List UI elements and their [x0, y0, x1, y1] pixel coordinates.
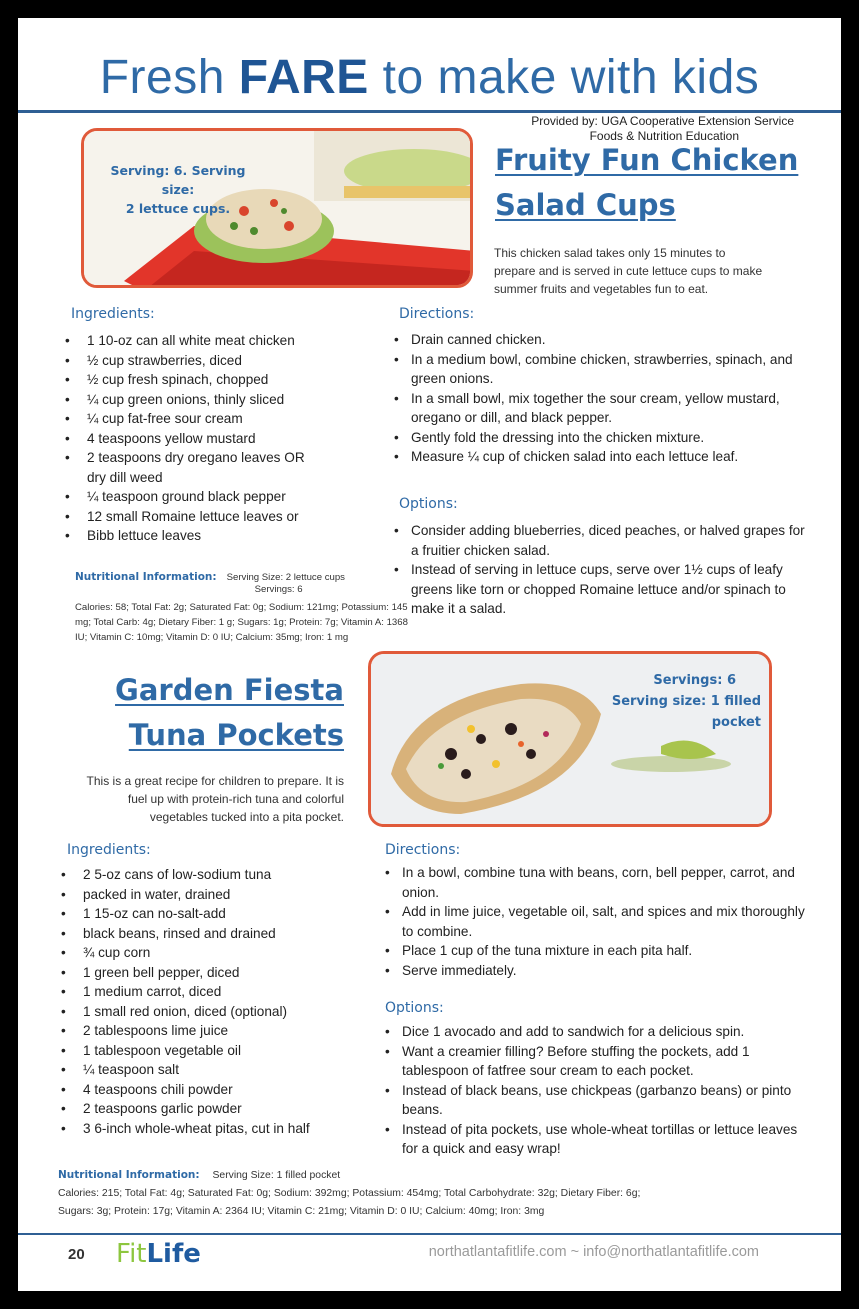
list-item: • 2 5-oz cans of low-sodium tuna	[61, 865, 361, 885]
recipe1-options-heading: Options:	[399, 496, 458, 512]
list-item: • In a medium bowl, combine chicken, strawberries, spinach, and green onions.	[394, 350, 814, 389]
intro-line: vegetables tucked into a pita pocket.	[149, 810, 344, 824]
credit-line-1: Provided by: UGA Cooperative Extension Service	[531, 114, 794, 128]
chicken-salad-photo	[81, 128, 473, 288]
recipe2-title-line-2: Tuna Pockets	[128, 718, 344, 752]
list-item: • ¼ teaspoon ground black pepper	[65, 487, 325, 507]
list-item: • 2 tablespoons lime juice	[61, 1021, 361, 1041]
nutrition-facts-line-1: Calories: 215; Total Fat: 4g; Saturated Fat: 0g; Sodium: 392mg; Potassium: 454mg; Total Carbohydrate: 32g; Dietary Fiber: 6g;	[58, 1188, 641, 1199]
list-item: • Drain canned chicken.	[394, 330, 814, 350]
list-item: • 12 small Romaine lettuce leaves or	[65, 507, 325, 527]
caption-line: 2 lettuce cups.	[125, 201, 231, 216]
recipe1-directions-heading: Directions:	[399, 306, 475, 322]
recipe2-ingredients-list	[61, 865, 361, 1138]
list-item: • ½ cup strawberries, diced	[65, 351, 325, 371]
caption-line: Servings: 6	[653, 673, 736, 688]
logo-fit: Fit	[116, 1239, 147, 1269]
recipe2-ingredients-heading: Ingredients:	[67, 842, 151, 858]
logo-life: Life	[146, 1239, 201, 1269]
recipe1-intro	[494, 244, 814, 298]
recipe2-title-line-1: Garden Fiesta	[115, 673, 344, 707]
list-item: • ½ cup fresh spinach, chopped	[65, 370, 325, 390]
recipe1-nutrition	[75, 570, 415, 645]
list-item: • ¾ cup corn	[61, 943, 361, 963]
nutrition-serving-size: Serving Size: 1 filled pocket	[212, 1170, 341, 1181]
list-item: • 1 small red onion, diced (optional)	[61, 1002, 361, 1022]
list-item: • Gently fold the dressing into the chicken mixture.	[394, 428, 814, 448]
recipe1-title-line-2: Salad Cups	[495, 188, 676, 222]
list-item: • black beans, rinsed and drained	[61, 924, 361, 944]
nutrition-label: Nutritional Information:	[58, 1169, 200, 1181]
recipe2-title	[78, 668, 344, 758]
chicken-photo-caption	[98, 161, 258, 218]
footer-contact: northatlantafitlife.com ~ info@northatlantafitlife.com	[428, 1244, 759, 1260]
nutrition-facts: Calories: 58; Total Fat: 2g; Saturated Fat: 0g; Sodium: 121mg; Potassium: 145 mg; Total Carb: 4g; Dietary Fiber: 1 g; Sugars: 1g; Protein: 7g; Vitamin A: 1368 IU; Vitamin C: 10mg; Vitamin D: 0 IU; Calcium: 35mg; Iron: 1 mg	[75, 602, 408, 643]
recipe2-options-heading: Options:	[385, 1000, 444, 1016]
list-item: • Instead of pita pockets, use whole-wheat tortillas or lettuce leaves for a quick and easy wrap!	[385, 1120, 805, 1159]
recipe2-directions-list	[385, 863, 805, 980]
title-word-fresh: Fresh	[99, 51, 225, 104]
list-item: • 1 green bell pepper, diced	[61, 963, 361, 983]
list-item: • Dice 1 avocado and add to sandwich for a delicious spin.	[385, 1022, 805, 1042]
list-item: • Instead of serving in lettuce cups, serve over 1½ cups of leafy greens like torn or chopped Romaine lettuce and/or spinach to make it a salad.	[394, 560, 814, 619]
tuna-photo-caption	[581, 670, 761, 733]
recipe1-title	[495, 138, 798, 228]
intro-line: fuel up with protein-rich tuna and colorful	[127, 792, 344, 806]
list-item: • In a small bowl, mix together the sour cream, yellow mustard, oregano or dill, and black pepper.	[394, 389, 814, 428]
list-item: • Consider adding blueberries, diced peaches, or halved grapes for a fruitier chicken salad.	[394, 521, 814, 560]
recipe1-title-line-1: Fruity Fun Chicken	[495, 143, 799, 177]
credit-line-2: Foods & Nutrition Education	[589, 129, 739, 143]
list-item: • Serve immediately.	[385, 961, 805, 981]
nutrition-serving-size: Serving Size: 2 lettuce cups	[226, 572, 345, 583]
recipe2-directions-heading: Directions:	[385, 842, 461, 858]
list-item: • packed in water, drained	[61, 885, 361, 905]
caption-line: Serving: 6. Serving size:	[110, 163, 246, 197]
list-item: • 4 teaspoons yellow mustard	[65, 429, 325, 449]
recipe2-nutrition	[58, 1166, 828, 1221]
list-item: • ¼ cup fat-free sour cream	[65, 409, 325, 429]
list-item: • ¼ cup green onions, thinly sliced	[65, 390, 325, 410]
recipe2-options-list	[385, 1022, 805, 1159]
intro-line: summer fruits and vegetables fun to eat.	[494, 282, 709, 296]
recipe1-ingredients-list	[65, 331, 325, 546]
list-item: • 1 medium carrot, diced	[61, 982, 361, 1002]
list-item: • 1 tablespoon vegetable oil	[61, 1041, 361, 1061]
list-item: • 1 10-oz can all white meat chicken	[65, 331, 325, 351]
recipe1-ingredients-heading: Ingredients:	[71, 306, 155, 322]
list-item: • Bibb lettuce leaves	[65, 526, 325, 546]
nutrition-servings: Servings: 6	[254, 584, 303, 595]
intro-line: prepare and is served in cute lettuce cups to make	[494, 264, 763, 278]
intro-line: This is a great recipe for children to prepare. It is	[86, 774, 344, 788]
list-item: • 1 15-oz can no-salt-add	[61, 904, 361, 924]
header-divider	[18, 110, 841, 113]
list-item: • Add in lime juice, vegetable oil, salt, and spices and mix thoroughly to combine.	[385, 902, 805, 941]
recipe1-directions-list	[394, 330, 814, 467]
recipe2-intro	[58, 772, 344, 826]
list-item: • 2 teaspoons dry oregano leaves OR dry dill weed	[65, 448, 325, 487]
page-number: 20	[68, 1246, 85, 1263]
page-title	[18, 48, 841, 108]
nutrition-label: Nutritional Information:	[75, 571, 217, 583]
list-item: • 3 6-inch whole-wheat pitas, cut in half	[61, 1119, 361, 1139]
magazine-page	[18, 18, 841, 1291]
footer-divider	[18, 1233, 841, 1235]
list-item: • Measure ¼ cup of chicken salad into each lettuce leaf.	[394, 447, 814, 467]
recipe1-options-list	[394, 521, 814, 619]
fitlife-logo	[116, 1237, 201, 1271]
nutrition-facts-line-2: Sugars: 3g; Protein: 17g; Vitamin A: 2364 IU; Vitamin C: 21mg; Vitamin D: 0 IU; Calcium: 40mg; Iron: 3mg	[58, 1206, 545, 1217]
intro-line: This chicken salad takes only 15 minutes to	[494, 246, 726, 260]
list-item: • Place 1 cup of the tuna mixture in each pita half.	[385, 941, 805, 961]
title-word-fare: FARE	[238, 51, 369, 104]
list-item: • 4 teaspoons chili powder	[61, 1080, 361, 1100]
list-item: • ¼ teaspoon salt	[61, 1060, 361, 1080]
tuna-pocket-photo	[368, 651, 772, 827]
caption-line: Serving size: 1 filled pocket	[611, 694, 761, 730]
list-item: • Instead of black beans, use chickpeas (garbanzo beans) or pinto beans.	[385, 1081, 805, 1120]
list-item: • In a bowl, combine tuna with beans, corn, bell pepper, carrot, and onion.	[385, 863, 805, 902]
list-item: • 2 teaspoons garlic powder	[61, 1099, 361, 1119]
title-phrase: to make with kids	[382, 51, 760, 104]
list-item: • Want a creamier filling? Before stuffing the pockets, add 1 tablespoon of fatfree sour cream to each pocket.	[385, 1042, 805, 1081]
